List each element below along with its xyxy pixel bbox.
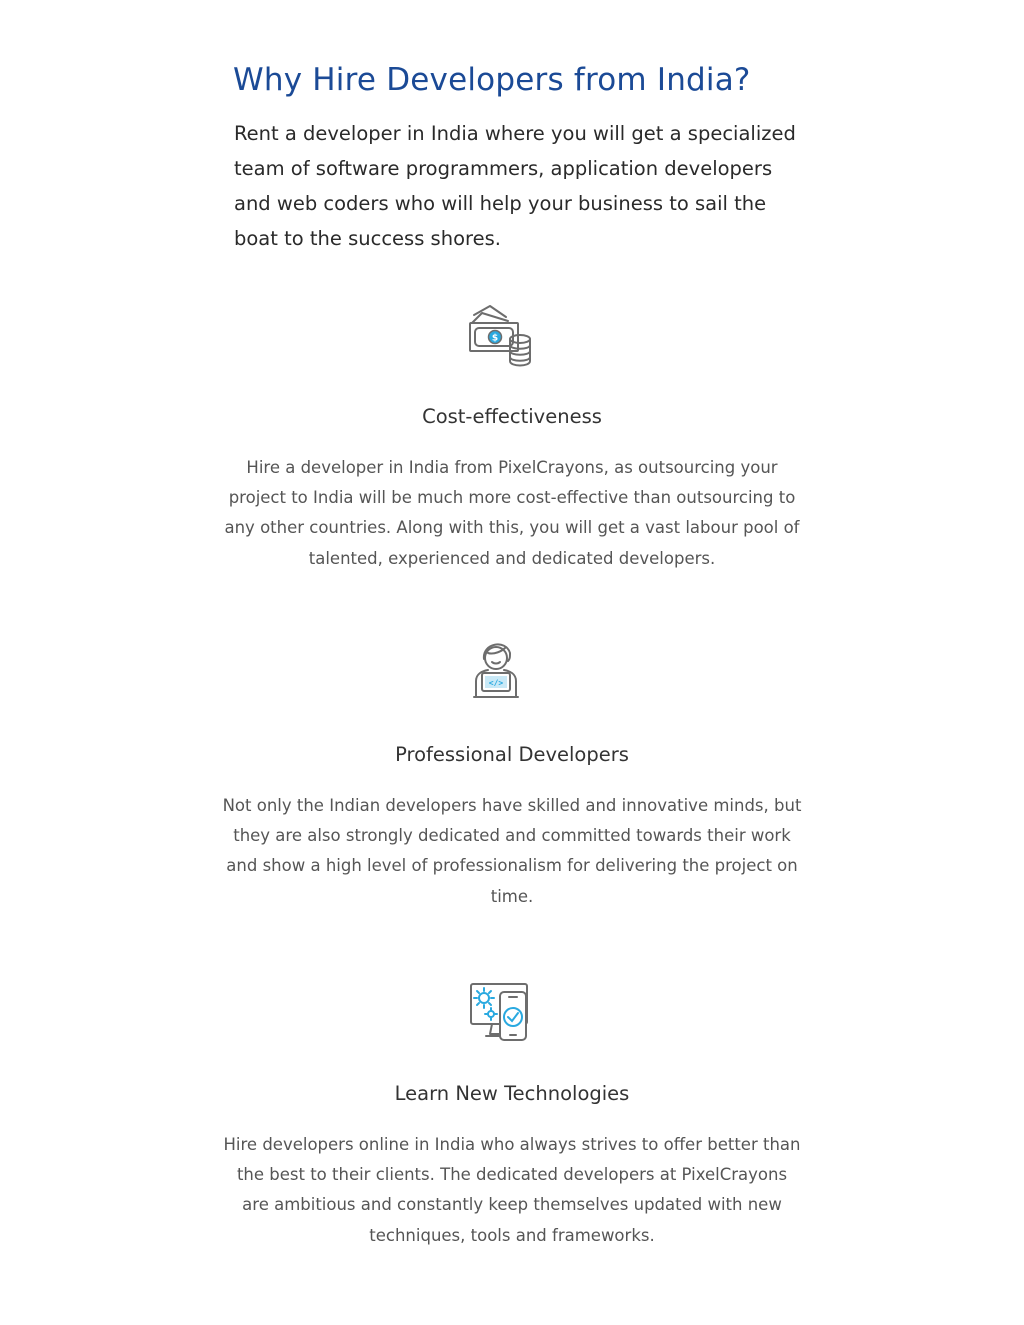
svg-text:</>: </> bbox=[488, 678, 504, 688]
svg-text:$: $ bbox=[491, 333, 499, 344]
feature-title-professional: Professional Developers bbox=[395, 743, 629, 766]
intro-paragraph: Rent a developer in India where you will get a specialized team of software programmers, application developers and web coders who will help your business to sail the boat to the success shores. bbox=[234, 122, 796, 250]
devices-gear-check-icon bbox=[462, 978, 542, 1048]
feature-desc-professional: Not only the Indian developers have skilled and innovative minds, but they are also strongly dedicated and committed towards their work and show a high level of professionalism for delivering the project on time. bbox=[222, 796, 802, 906]
developer-laptop-icon bbox=[462, 637, 542, 707]
money-coins-icon bbox=[462, 303, 542, 373]
feature-desc-cost: Hire a developer in India from PixelCrayons, as outsourcing your project to India will be much more cost-effective than outsourcing to any other countries. Along with this, you will get a vast labour pool of talented, experienced and dedicated developers. bbox=[224, 458, 800, 568]
feature-title-learn: Learn New Technologies bbox=[394, 1082, 630, 1105]
page-title: Why Hire Developers from India? bbox=[233, 62, 751, 98]
feature-title-cost: Cost-effectiveness bbox=[422, 405, 602, 428]
feature-desc-learn: Hire developers online in India who always strives to offer better than the best to their clients. The dedicated developers at PixelCrayons are ambitious and constantly keep themselves updated with new techniques, tools and frameworks. bbox=[223, 1135, 801, 1245]
